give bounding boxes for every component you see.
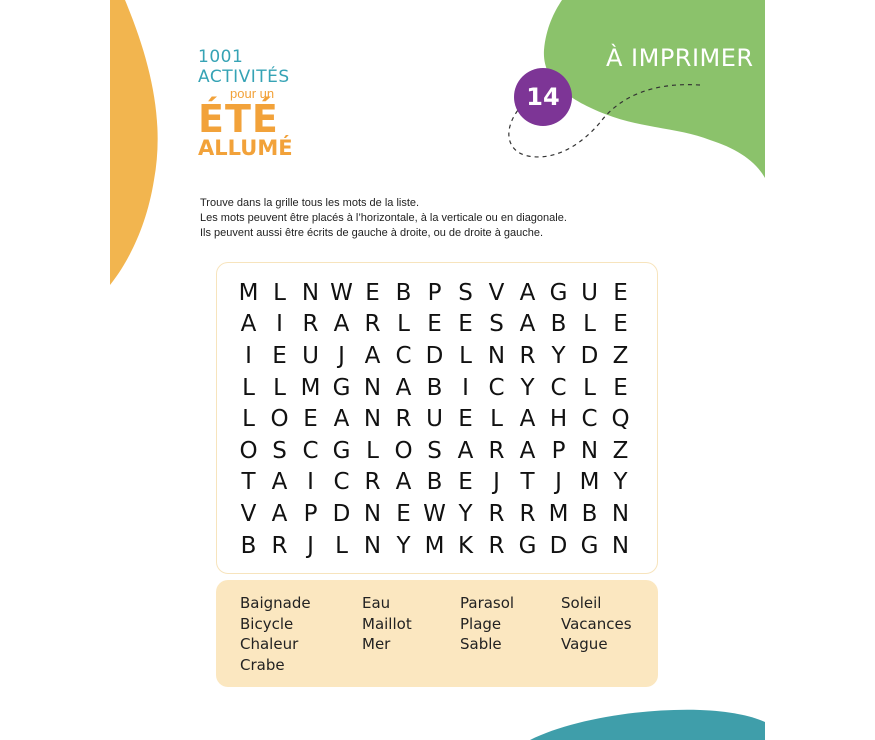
- logo-line-3: ÉTÉ: [198, 97, 279, 141]
- grid-cell[interactable]: L: [459, 342, 472, 369]
- grid-cell[interactable]: L: [583, 374, 596, 401]
- footer-blob-decoration: [530, 700, 765, 740]
- word-list-item: Vacances: [561, 614, 632, 633]
- grid-cell[interactable]: E: [613, 311, 628, 338]
- word-search-grid: [233, 277, 636, 561]
- grid-cell[interactable]: E: [365, 279, 380, 306]
- logo-line-2: pour un: [230, 86, 275, 101]
- grid-cell[interactable]: L: [242, 374, 255, 401]
- grid-cell[interactable]: B: [426, 374, 443, 401]
- grid-cell[interactable]: B: [550, 311, 567, 338]
- word-list: [240, 594, 661, 676]
- grid-cell[interactable]: A: [395, 469, 412, 496]
- grid-cell[interactable]: W: [330, 279, 353, 306]
- grid-cell[interactable]: B: [240, 532, 257, 559]
- grid-cell[interactable]: L: [366, 437, 379, 464]
- grid-cell[interactable]: S: [427, 437, 442, 464]
- grid-cell[interactable]: A: [457, 437, 474, 464]
- page-number-badge: 14: [514, 68, 572, 126]
- grid-cell[interactable]: A: [271, 469, 288, 496]
- grid-cell[interactable]: L: [273, 374, 286, 401]
- grid-cell[interactable]: T: [520, 469, 535, 496]
- grid-cell[interactable]: R: [271, 532, 288, 559]
- grid-cell[interactable]: Z: [612, 437, 629, 464]
- grid-cell[interactable]: U: [426, 406, 443, 433]
- activity-page: [110, 0, 765, 740]
- grid-cell[interactable]: I: [245, 342, 252, 369]
- grid-cell[interactable]: C: [333, 469, 350, 496]
- word-list-item: Baignade: [240, 594, 311, 612]
- grid-cell[interactable]: U: [581, 279, 598, 306]
- grid-cell[interactable]: R: [488, 437, 505, 464]
- grid-cell[interactable]: E: [427, 311, 442, 338]
- grid-cell[interactable]: Y: [396, 532, 411, 559]
- grid-cell[interactable]: M: [579, 469, 600, 496]
- grid-cell[interactable]: C: [488, 374, 505, 401]
- grid-cell[interactable]: L: [335, 532, 348, 559]
- grid-cell[interactable]: I: [307, 469, 314, 496]
- grid-cell[interactable]: G: [332, 437, 351, 464]
- logo: [198, 47, 318, 159]
- grid-cell[interactable]: R: [488, 500, 505, 527]
- grid-cell[interactable]: R: [395, 406, 412, 433]
- grid-cell[interactable]: S: [458, 279, 473, 306]
- word-list-item: Maillot: [362, 614, 412, 633]
- logo-line-1: 1001 ACTIVITÉS: [198, 47, 290, 87]
- grid-cell[interactable]: P: [303, 500, 318, 527]
- word-list-item: Vague: [561, 635, 608, 653]
- grid-cell[interactable]: U: [302, 342, 319, 369]
- word-list-item: Mer: [362, 635, 391, 653]
- grid-cell[interactable]: O: [270, 406, 289, 433]
- instruction-line: Trouve dans la grille tous les mots de la liste.: [200, 197, 420, 209]
- grid-cell[interactable]: G: [332, 374, 351, 401]
- grid-cell[interactable]: M: [548, 500, 569, 527]
- grid-cell[interactable]: J: [307, 532, 314, 559]
- grid-cell[interactable]: C: [581, 406, 598, 433]
- word-list-item: Eau: [362, 594, 391, 612]
- instructions: [200, 196, 567, 241]
- grid-cell[interactable]: L: [583, 311, 596, 338]
- grid-cell[interactable]: S: [489, 311, 504, 338]
- grid-cell[interactable]: E: [272, 342, 287, 369]
- grid-cell[interactable]: M: [238, 279, 259, 306]
- grid-cell[interactable]: L: [242, 406, 255, 433]
- grid-cell[interactable]: Y: [520, 374, 535, 401]
- grid-cell[interactable]: I: [276, 311, 283, 338]
- word-list-item: Chaleur: [240, 635, 299, 653]
- grid-cell[interactable]: R: [364, 469, 381, 496]
- grid-cell[interactable]: N: [363, 406, 382, 433]
- word-list-item: Crabe: [240, 655, 285, 674]
- grid-cell[interactable]: L: [397, 311, 410, 338]
- grid-cell[interactable]: Y: [458, 500, 473, 527]
- grid-cell[interactable]: B: [426, 469, 443, 496]
- grid-cell[interactable]: N: [611, 532, 630, 559]
- word-list-item: Bicycle: [240, 614, 294, 633]
- grid-cell[interactable]: C: [302, 437, 319, 464]
- grid-cell[interactable]: A: [240, 311, 257, 338]
- grid-cell[interactable]: L: [490, 406, 503, 433]
- grid-cell[interactable]: Z: [612, 342, 629, 369]
- grid-cell[interactable]: N: [580, 437, 599, 464]
- grid-cell[interactable]: R: [519, 500, 536, 527]
- grid-cell[interactable]: Y: [613, 469, 628, 496]
- grid-cell[interactable]: A: [333, 406, 350, 433]
- word-list-item: Parasol: [460, 594, 515, 612]
- grid-cell[interactable]: E: [458, 469, 473, 496]
- grid-cell[interactable]: I: [462, 374, 469, 401]
- grid-cell[interactable]: T: [241, 469, 256, 496]
- word-list-item: Plage: [460, 614, 502, 633]
- grid-cell[interactable]: L: [273, 279, 286, 306]
- grid-cell[interactable]: P: [427, 279, 442, 306]
- grid-cell[interactable]: O: [239, 437, 258, 464]
- grid-cell[interactable]: C: [395, 342, 412, 369]
- grid-cell[interactable]: N: [487, 342, 506, 369]
- grid-cell[interactable]: E: [458, 406, 473, 433]
- grid-cell[interactable]: D: [549, 532, 568, 559]
- grid-cell[interactable]: B: [395, 279, 412, 306]
- grid-cell[interactable]: Y: [551, 342, 566, 369]
- grid-cell[interactable]: P: [551, 437, 566, 464]
- grid-cell[interactable]: N: [611, 500, 630, 527]
- grid-cell[interactable]: V: [240, 500, 257, 527]
- word-list-item: Soleil: [561, 594, 602, 612]
- grid-cell[interactable]: K: [457, 532, 474, 559]
- grid-cell[interactable]: E: [613, 279, 628, 306]
- grid-cell[interactable]: Q: [611, 406, 630, 433]
- grid-cell[interactable]: R: [364, 311, 381, 338]
- grid-cell[interactable]: A: [519, 406, 536, 433]
- grid-cell[interactable]: H: [549, 406, 568, 433]
- grid-cell[interactable]: A: [519, 279, 536, 306]
- grid-cell[interactable]: E: [303, 406, 318, 433]
- grid-cell[interactable]: N: [301, 279, 320, 306]
- grid-cell[interactable]: D: [332, 500, 351, 527]
- instruction-line: Ils peuvent aussi être écrits de gauche à droite, ou de droite à gauche.: [200, 227, 544, 239]
- grid-cell[interactable]: D: [425, 342, 444, 369]
- word-list-item: Sable: [460, 635, 502, 653]
- grid-cell[interactable]: J: [338, 342, 345, 369]
- grid-cell[interactable]: M: [300, 374, 321, 401]
- grid-cell[interactable]: N: [363, 532, 382, 559]
- grid-cell[interactable]: A: [271, 500, 288, 527]
- grid-cell[interactable]: G: [580, 532, 599, 559]
- grid-cell[interactable]: M: [424, 532, 445, 559]
- grid-cell[interactable]: R: [519, 342, 536, 369]
- grid-cell[interactable]: S: [272, 437, 287, 464]
- side-blob-decoration: [110, 0, 170, 290]
- grid-cell[interactable]: E: [458, 311, 473, 338]
- grid-cell[interactable]: V: [488, 279, 505, 306]
- instruction-line: Les mots peuvent être placés à l’horizontale, à la verticale ou en diagonale.: [200, 212, 567, 224]
- grid-cell[interactable]: C: [550, 374, 567, 401]
- grid-cell[interactable]: E: [396, 500, 411, 527]
- grid-cell[interactable]: J: [555, 469, 562, 496]
- grid-cell[interactable]: G: [518, 532, 537, 559]
- grid-cell[interactable]: A: [519, 437, 536, 464]
- grid-cell[interactable]: W: [423, 500, 446, 527]
- grid-cell[interactable]: A: [333, 311, 350, 338]
- grid-cell[interactable]: D: [580, 342, 599, 369]
- grid-cell[interactable]: N: [363, 500, 382, 527]
- grid-cell[interactable]: A: [519, 311, 536, 338]
- logo-line-4: ALLUMÉ: [198, 136, 293, 160]
- grid-cell[interactable]: J: [493, 469, 500, 496]
- grid-cell[interactable]: O: [394, 437, 413, 464]
- word-list-box: [216, 580, 658, 687]
- section-label: À IMPRIMER: [606, 44, 754, 72]
- grid-cell[interactable]: E: [613, 374, 628, 401]
- grid-cell[interactable]: R: [302, 311, 319, 338]
- word-search-grid-box: [216, 262, 658, 574]
- grid-cell[interactable]: B: [581, 500, 598, 527]
- grid-cell[interactable]: G: [549, 279, 568, 306]
- grid-cell[interactable]: R: [488, 532, 505, 559]
- grid-cell[interactable]: N: [363, 374, 382, 401]
- grid-cell[interactable]: A: [364, 342, 381, 369]
- grid-cell[interactable]: A: [395, 374, 412, 401]
